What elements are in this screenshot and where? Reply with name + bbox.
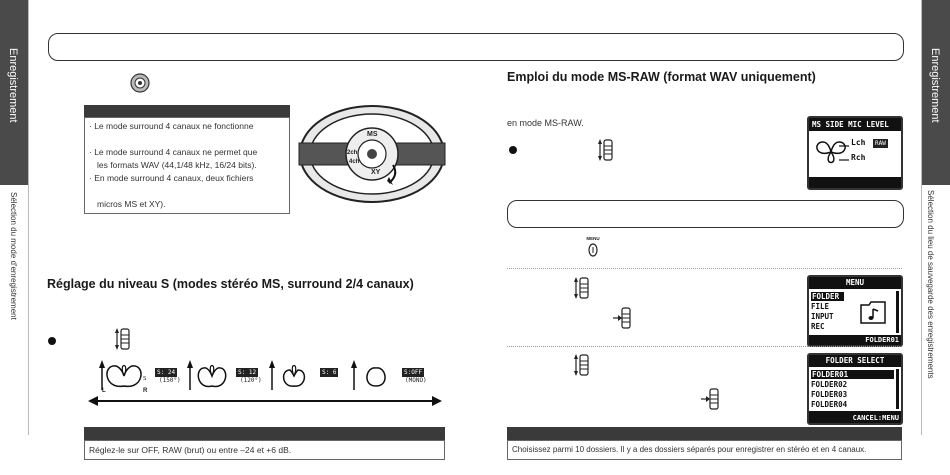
- menu-lcd-title: MENU: [845, 278, 865, 287]
- ms-side-lcd: [807, 116, 903, 190]
- jog-dial-icon: [113, 326, 137, 352]
- device-illustration: [297, 103, 447, 205]
- left-tab-subtitle: Sélection du mode d'enregistrement: [9, 192, 18, 320]
- dial-label-2ch: 2ch: [347, 150, 358, 156]
- ms-side-lcd-title: MS SIDE MIC LEVEL: [812, 120, 889, 129]
- ms-side-lcd-lch: Lch: [851, 138, 866, 147]
- folder-note-text: Choisissez parmi 10 dossiers. Il y a des dossiers séparés pour enregistrer en stéréo et en 4 canaux.: [512, 445, 867, 454]
- pattern-1-chip: S: 24: [157, 369, 176, 376]
- note-line: · Le mode surround 4 canaux ne fonctionne: [89, 121, 254, 131]
- note-box: [84, 117, 290, 214]
- ms-side-lcd-raw: RAW: [875, 140, 886, 147]
- step-bullet: [48, 337, 56, 345]
- section-header-bar: [48, 33, 904, 61]
- dial-label-4ch: 4ch: [349, 159, 360, 165]
- dial-label-ms: MS: [367, 131, 378, 138]
- ms-raw-body: en mode MS-RAW.: [507, 118, 584, 128]
- right-tab-title: Enregistrement: [929, 48, 941, 123]
- divider-2: [507, 346, 902, 347]
- ms-side-lcd-rch: Rch: [851, 153, 866, 162]
- pattern-3: [268, 356, 318, 394]
- s-level-note-header: [84, 427, 445, 440]
- menu-lcd: [807, 275, 903, 347]
- step2-jog-icon: [572, 275, 596, 301]
- folder-option-2[interactable]: FOLDER02: [811, 380, 848, 389]
- left-tab-rule: [28, 0, 29, 435]
- folder-section-bar: [507, 200, 904, 228]
- dial-label-xy: XY: [371, 169, 381, 176]
- step2-push-icon: [612, 305, 638, 331]
- mode-dial-icon: [130, 73, 150, 93]
- note-line: [85, 133, 289, 146]
- pattern-1-value: (150°): [159, 377, 181, 384]
- step3-jog-icon: [572, 352, 596, 378]
- range-arrow: [88, 394, 442, 406]
- folder-option-1[interactable]: FOLDER01: [811, 370, 894, 379]
- menu-button-label: MENU: [586, 236, 600, 241]
- folder-icon: [859, 297, 889, 327]
- pattern-3-chip: S: 6: [322, 369, 337, 376]
- menu-item-folder[interactable]: FOLDER: [811, 292, 844, 301]
- right-side-tab: [922, 0, 950, 185]
- s-level-note: [84, 440, 445, 460]
- ms-side-lcd-pattern-icon: [811, 134, 851, 174]
- pattern-5-chip: S:OFF: [404, 369, 423, 376]
- axis-label-l: L: [102, 388, 106, 394]
- ms-raw-jog-icon: [596, 137, 620, 163]
- folder-select-title: FOLDER SELECT: [825, 356, 885, 365]
- note-line: [85, 185, 289, 198]
- folder-note-header: [507, 427, 902, 440]
- pattern-1-mic-label: S: [143, 376, 147, 382]
- note-line: les formats WAV (44,1/48 kHz, 16/24 bits).: [97, 160, 257, 170]
- pattern-2: [186, 356, 236, 394]
- folder-select-footer: CANCEL:MENU: [852, 414, 899, 422]
- menu-scrollbar[interactable]: [896, 291, 899, 333]
- folder-note: [507, 440, 902, 460]
- right-tab-subtitle: Sélection du lieu de sauvegarde des enregistrements: [926, 190, 935, 379]
- pattern-4: [350, 356, 400, 394]
- folder-select-lcd: [807, 353, 903, 425]
- note-line: micros MS et XY).: [97, 199, 166, 209]
- menu-item-rec[interactable]: REC: [811, 322, 825, 331]
- note-line: · En mode surround 4 canaux, deux fichiers: [89, 173, 254, 183]
- left-side-tab: [0, 0, 28, 185]
- note-box-header: [84, 105, 290, 117]
- axis-label-r: R: [143, 388, 148, 394]
- menu-item-file[interactable]: FILE: [811, 302, 830, 311]
- folder-option-3[interactable]: FOLDER03: [811, 390, 848, 399]
- menu-lcd-footer: FOLDER01: [865, 336, 899, 344]
- menu-item-input[interactable]: INPUT: [811, 312, 834, 321]
- right-tab-rule: [921, 0, 922, 435]
- note-line: · Le mode surround 4 canaux ne permet que: [89, 147, 258, 157]
- menu-button-icon: [585, 236, 601, 260]
- pattern-2-value: (120°): [240, 377, 262, 384]
- step3-push-icon: [700, 386, 726, 412]
- folder-option-4[interactable]: FOLDER04: [811, 400, 848, 409]
- left-tab-title: Enregistrement: [7, 48, 19, 123]
- divider-1: [507, 268, 902, 269]
- s-level-heading: Réglage du niveau S (modes stéréo MS, surround 2/4 canaux): [47, 277, 414, 291]
- ms-raw-heading: Emploi du mode MS-RAW (format WAV uniquement): [507, 70, 816, 84]
- ms-raw-bullet: [509, 146, 517, 154]
- s-level-note-text: Réglez-le sur OFF, RAW (brut) ou entre –24 et +6 dB.: [89, 445, 292, 455]
- pattern-5-value: (MONO): [405, 377, 427, 384]
- pattern-2-chip: S: 12: [238, 369, 257, 376]
- folder-select-scrollbar[interactable]: [896, 369, 899, 409]
